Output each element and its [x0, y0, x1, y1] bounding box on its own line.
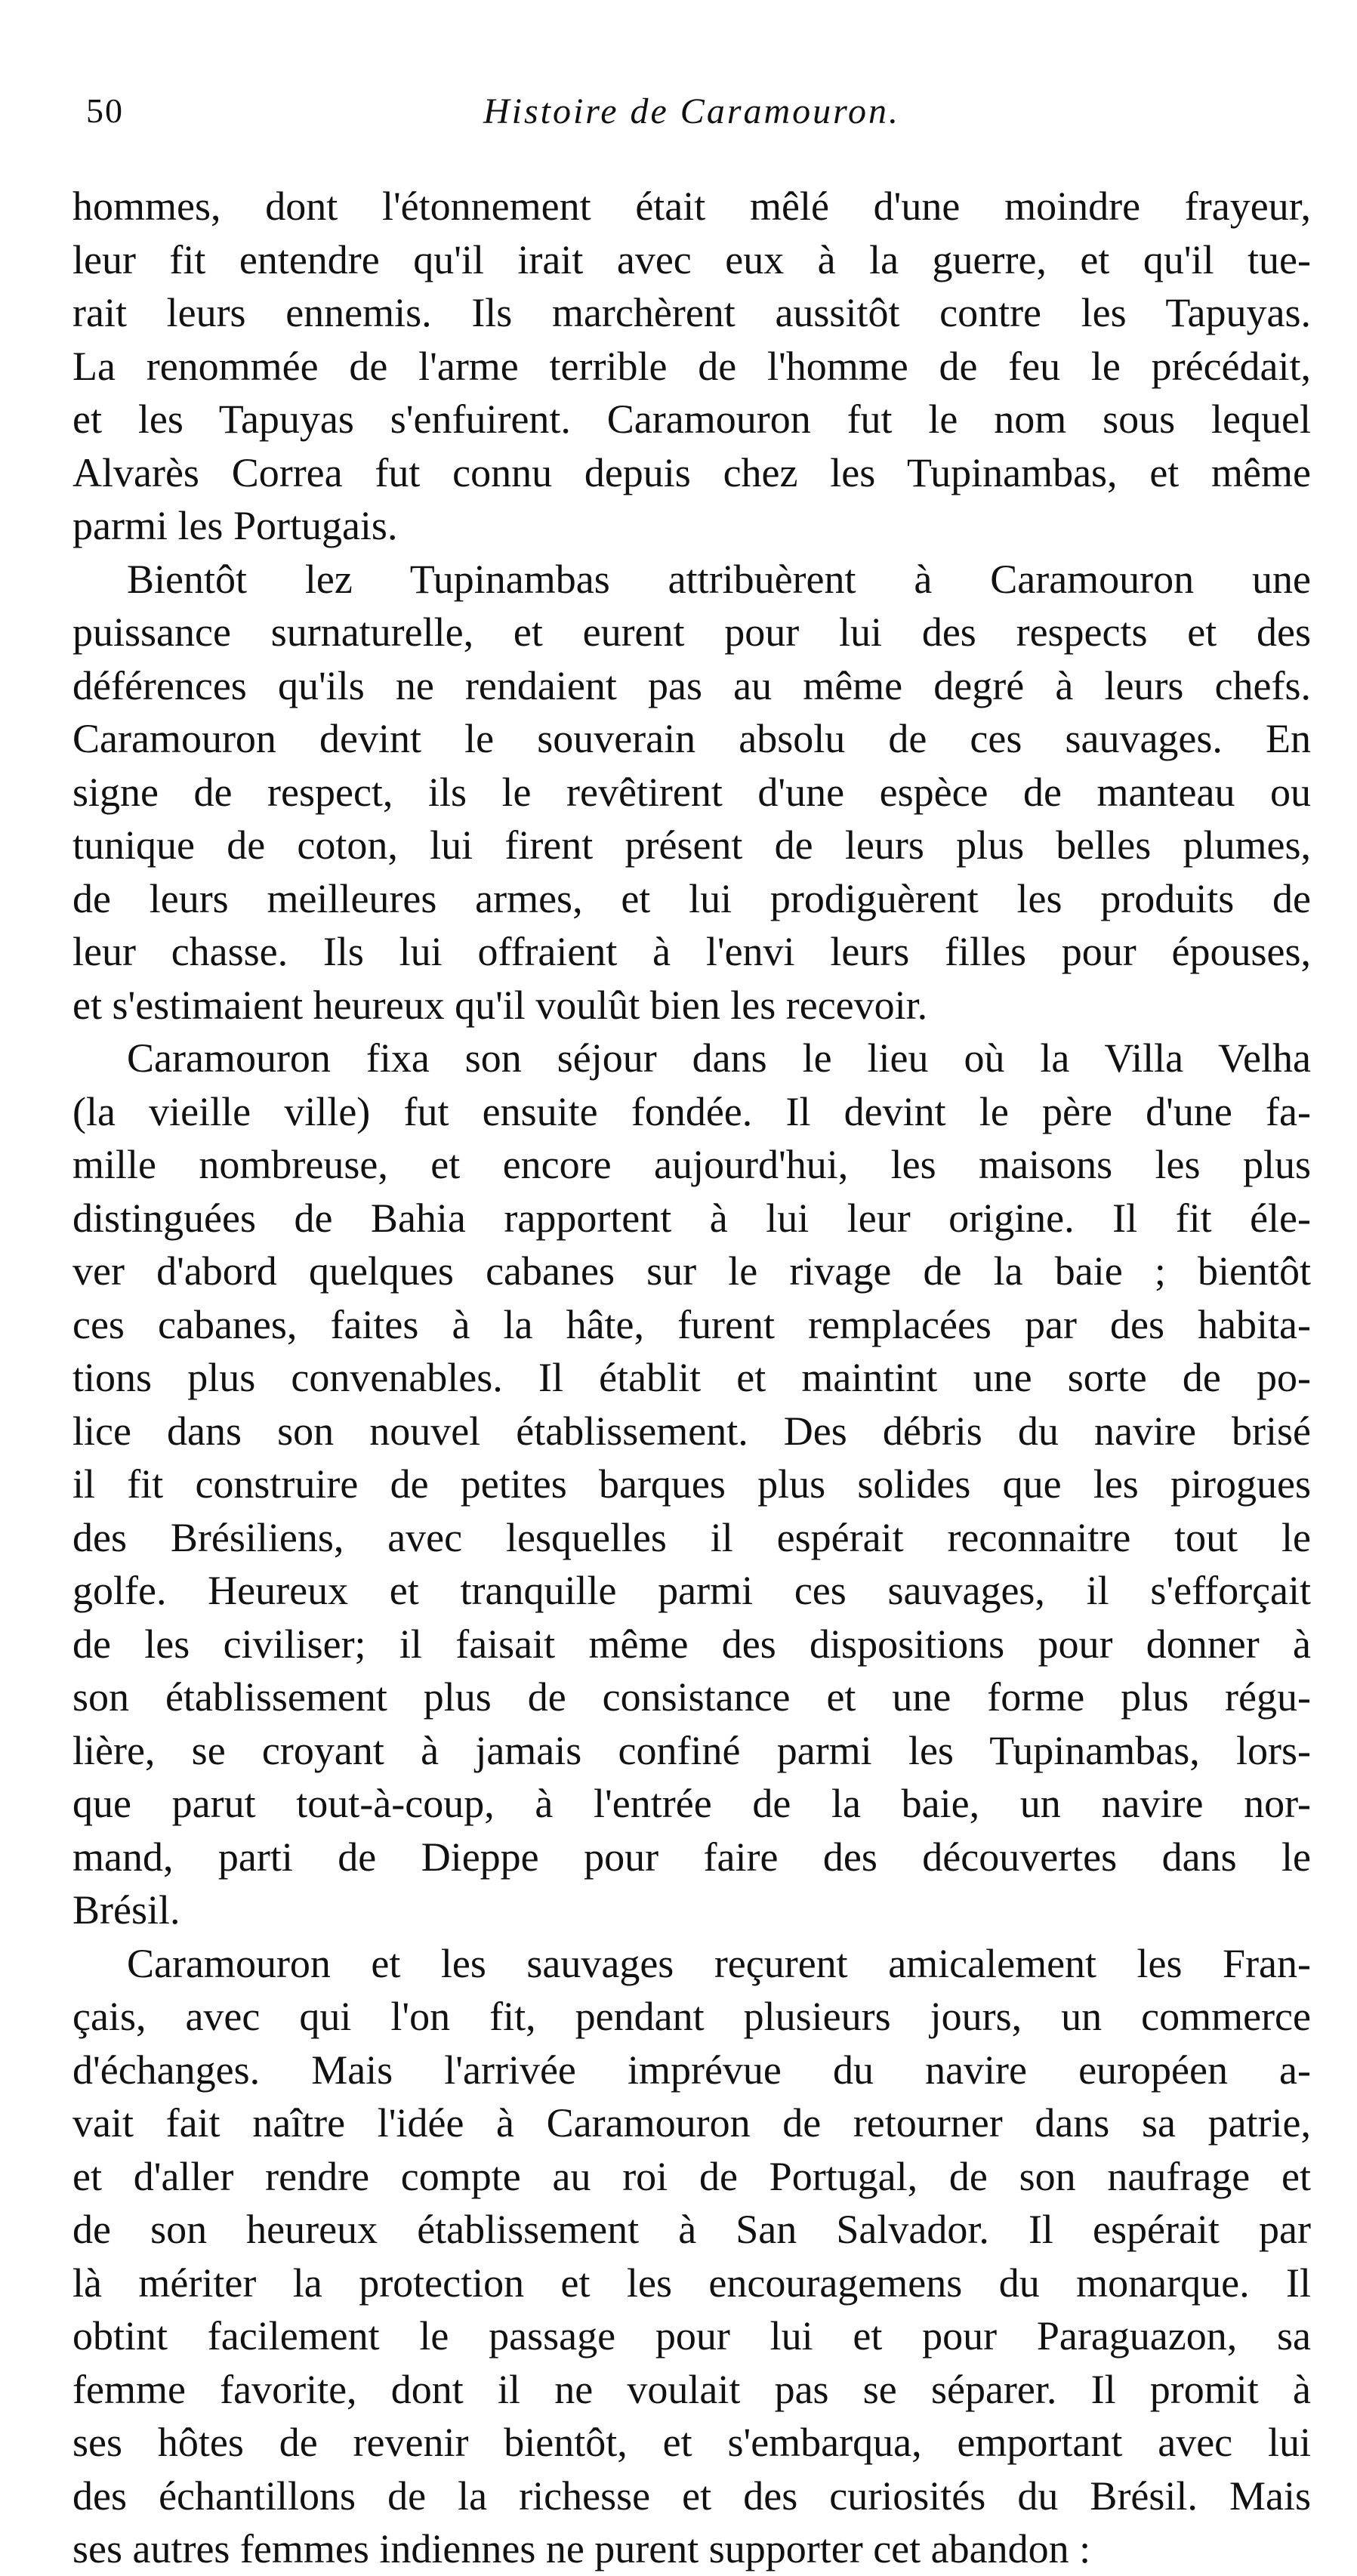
text-line: Bientôt lez Tupinambas attribuèrent à Caramouron une	[127, 556, 1311, 602]
text-line: de son heureux établissement à San Salvador. Il espérait par	[72, 2207, 1311, 2252]
text-line: vait fait naître l'idée à Caramouron de retourner dans sa patrie,	[72, 2100, 1311, 2146]
running-header	[72, 91, 1311, 143]
text-line: puissance surnaturelle, et eurent pour lui des respects et des	[72, 609, 1311, 655]
text-line: là mériter la protection et les encouragemens du monarque. Il	[72, 2260, 1311, 2306]
text-line: que parut tout-à-coup, à l'entrée de la baie, un navire nor-	[72, 1781, 1311, 1826]
text-line: tunique de coton, lui firent présent de leurs plus belles plumes,	[72, 822, 1311, 868]
text-line: Brésil.	[72, 1887, 180, 1933]
text-line: Alvarès Correa fut connu depuis chez les Tupinambas, et même	[72, 449, 1311, 495]
text-line: des échantillons de la richesse et des curiosités du Brésil. Mais	[72, 2473, 1311, 2519]
text-line: et d'aller rendre compte au roi de Portugal, de son naufrage et	[72, 2153, 1311, 2199]
text-line: déférences qu'ils ne rendaient pas au même degré à leurs chefs.	[72, 662, 1311, 708]
text-line: distinguées de Bahia rapportent à lui leur origine. Il fit éle-	[72, 1195, 1311, 1241]
text-line: parmi les Portugais.	[72, 503, 398, 548]
text-line: hommes, dont l'étonnement était mêlé d'une moindre frayeur,	[72, 184, 1311, 229]
text-line: tions plus convenables. Il établit et maintint une sorte de po-	[72, 1355, 1311, 1400]
text-line: lière, se croyant à jamais confiné parmi les Tupinambas, lors-	[72, 1727, 1311, 1773]
page-number: 50	[86, 91, 124, 130]
text-line: de les civiliser; il faisait même des dispositions pour donner à	[72, 1621, 1311, 1667]
text-line: lice dans son nouvel établissement. Des débris du navire brisé	[72, 1408, 1311, 1454]
text-line: La renommée de l'arme terrible de l'homme de feu le précédait,	[72, 343, 1311, 389]
body-text	[72, 180, 1311, 2576]
text-line: ver d'abord quelques cabanes sur le rivage de la baie ; bientôt	[72, 1248, 1311, 1294]
text-line: Caramouron fixa son séjour dans le lieu où la Villa Velha	[127, 1035, 1311, 1081]
text-line: son établissement plus de consistance et une forme plus régu-	[72, 1674, 1311, 1720]
text-line: mand, parti de Dieppe pour faire des découvertes dans le	[72, 1834, 1311, 1880]
text-line: mille nombreuse, et encore aujourd'hui, les maisons les plus	[72, 1142, 1311, 1187]
text-line: ses autres femmes indiennes ne purent supporter cet abandon :	[72, 2526, 1091, 2571]
text-line: leur chasse. Ils lui offraient à l'envi leurs filles pour épouses,	[72, 929, 1311, 974]
text-line: et les Tapuyas s'enfuirent. Caramouron fut le nom sous lequel	[72, 396, 1311, 442]
text-line: Caramouron devint le souverain absolu de ces sauvages. En	[72, 716, 1311, 761]
running-title: Histoire de Caramouron.	[483, 91, 901, 131]
text-line: (la vieille ville) fut ensuite fondée. Il devint le père d'une fa-	[72, 1088, 1311, 1134]
text-line: femme favorite, dont il ne voulait pas se séparer. Il promit à	[72, 2366, 1311, 2412]
book-page	[72, 91, 1311, 2576]
text-line: ses hôtes de revenir bientôt, et s'embarqua, emportant avec lui	[72, 2420, 1311, 2465]
text-line: çais, avec qui l'on fit, pendant plusieurs jours, un commerce	[72, 1994, 1311, 2039]
text-line: signe de respect, ils le revêtirent d'une espèce de manteau ou	[72, 769, 1311, 815]
text-line: leur fit entendre qu'il irait avec eux à la guerre, et qu'il tue-	[72, 236, 1311, 282]
text-line: de leurs meilleures armes, et lui prodiguèrent les produits de	[72, 875, 1311, 921]
text-line: et s'estimaient heureux qu'il voulût bien les recevoir.	[72, 982, 928, 1028]
text-line: ces cabanes, faites à la hâte, furent remplacées par des habita-	[72, 1301, 1311, 1347]
text-line: il fit construire de petites barques plus solides que les pirogues	[72, 1461, 1311, 1507]
text-line: Caramouron et les sauvages reçurent amicalement les Fran-	[127, 1940, 1311, 1986]
text-line: des Brésiliens, avec lesquelles il espérait reconnaitre tout le	[72, 1514, 1311, 1560]
text-line: obtint facilement le passage pour lui et pour Paraguazon, sa	[72, 2313, 1311, 2359]
text-line: d'échanges. Mais l'arrivée imprévue du navire européen a-	[72, 2047, 1311, 2093]
text-line: rait leurs ennemis. Ils marchèrent aussitôt contre les Tapuyas.	[72, 290, 1311, 335]
text-line: golfe. Heureux et tranquille parmi ces sauvages, il s'efforçait	[72, 1568, 1311, 1613]
